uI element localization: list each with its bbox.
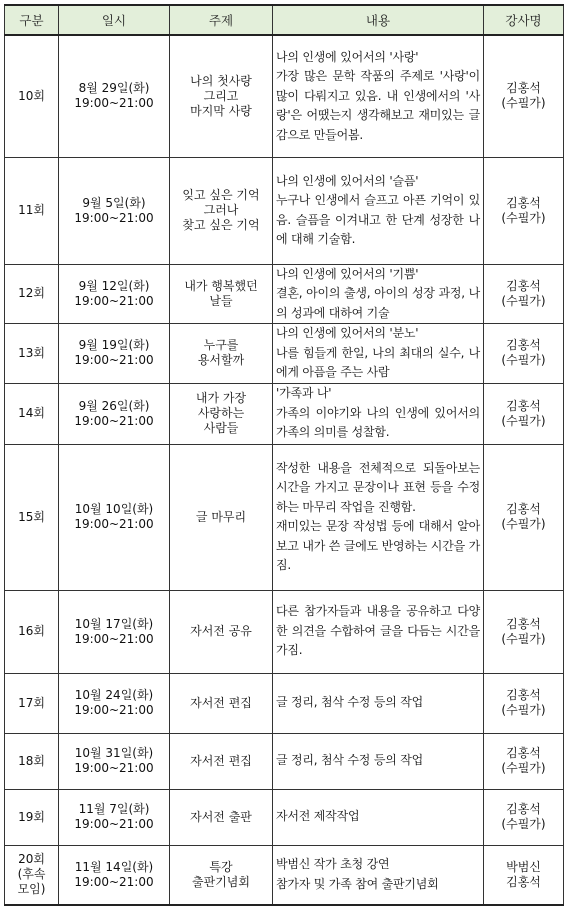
instructor-cell: 김홍석 (수필가)	[484, 673, 564, 733]
instructor-cell: 박범신 김홍석	[484, 845, 564, 905]
time-text: 19:00~21:00	[74, 703, 154, 717]
content-cell: 작성한 내용을 전체적으로 되돌아보는 시간을 가지고 문장이나 표현 등을 수정하는 마무리 작업을 진행함. 재미있는 문장 작성법 등에 대해서 알아보고 내가 쓴 글에도 반영하는 시간을 가짐.	[273, 444, 484, 590]
date-text: 9월 26일(화)	[78, 398, 150, 413]
session-cell: 10회	[5, 35, 59, 157]
header-topic: 주제	[170, 5, 273, 35]
table-row	[5, 673, 564, 733]
content-cell: '가족과 나' 가족의 이야기와 나의 인생에 있어서의 가족의 의미를 성찰함.	[273, 383, 484, 444]
session-cell: 11회	[5, 157, 59, 264]
topic-cell: 내가 가장 사랑하는 사람들	[170, 383, 273, 444]
datetime-cell	[59, 444, 170, 590]
time-text: 19:00~21:00	[74, 353, 154, 368]
datetime-cell	[59, 324, 170, 384]
topic-cell: 누구를 용서할까	[170, 324, 273, 384]
time-text: 19:00~21:00	[74, 631, 154, 646]
content-cell: 다른 참가자들과 내용을 공유하고 다양한 의견을 수합하여 글을 다듬는 시간을 가짐.	[273, 590, 484, 673]
schedule-table	[4, 4, 564, 906]
header-datetime: 일시	[59, 5, 170, 35]
content-cell: 나의 인생에 있어서의 '사랑' 가장 많은 문학 작품의 주제로 '사랑'이 많이 다뤄지고 있음. 내 인생에서의 '사랑'은 어땠는지 생각해보고 재미있는 글감으로 만들어봄.	[273, 35, 484, 157]
content-cell: 나의 인생에 있어서의 '슬픔' 누구나 인생에서 슬프고 아픈 기억이 있음. 슬픔을 이겨내고 한 단계 성장한 나에 대해 기술함.	[273, 157, 484, 264]
instructor-cell: 김홍석 (수필가)	[484, 789, 564, 845]
time-text: 19:00~21:00	[74, 210, 154, 225]
session-cell: 15회	[5, 444, 59, 590]
topic-cell: 특강 출판기념회	[170, 845, 273, 905]
session-cell: 19회	[5, 789, 59, 845]
topic-cell: 잊고 싶은 기억 그러나 찾고 싶은 기억	[170, 157, 273, 264]
table-row	[5, 264, 564, 324]
table-row	[5, 157, 564, 264]
date-text: 11월 14일(화)	[74, 859, 154, 874]
topic-cell: 자서전 편집	[170, 673, 273, 733]
table-row	[5, 444, 564, 590]
datetime-cell	[59, 264, 170, 324]
datetime-cell	[59, 157, 170, 264]
header-content: 내용	[273, 5, 484, 35]
topic-cell: 나의 첫사랑 그리고 마지막 사랑	[170, 35, 273, 157]
session-cell: 20회 (후속 모임)	[5, 845, 59, 905]
header-row	[5, 5, 564, 35]
header-session: 구분	[5, 5, 59, 35]
table-row	[5, 590, 564, 673]
table-row	[5, 35, 564, 157]
date-text: 10월 24일(화)	[74, 688, 154, 702]
topic-cell: 글 마무리	[170, 444, 273, 590]
datetime-cell	[59, 789, 170, 845]
topic-cell: 자서전 공유	[170, 590, 273, 673]
instructor-cell: 김홍석 (수필가)	[484, 590, 564, 673]
datetime-cell	[59, 383, 170, 444]
table-row	[5, 383, 564, 444]
instructor-cell: 김홍석 (수필가)	[484, 383, 564, 444]
instructor-cell: 김홍석 (수필가)	[484, 157, 564, 264]
datetime-cell	[59, 590, 170, 673]
time-text: 19:00~21:00	[74, 96, 154, 111]
time-text: 19:00~21:00	[74, 413, 154, 428]
date-text: 9월 19일(화)	[78, 338, 150, 353]
time-text: 19:00~21:00	[74, 817, 154, 831]
session-cell: 14회	[5, 383, 59, 444]
time-text: 19:00~21:00	[74, 293, 154, 308]
time-text: 19:00~21:00	[74, 761, 154, 775]
session-cell: 18회	[5, 733, 59, 789]
date-text: 10월 17일(화)	[74, 616, 154, 631]
topic-cell: 내가 행복했던 날들	[170, 264, 273, 324]
datetime-cell	[59, 35, 170, 157]
session-cell: 12회	[5, 264, 59, 324]
instructor-cell: 김홍석 (수필가)	[484, 35, 564, 157]
session-cell: 17회	[5, 673, 59, 733]
date-text: 10월 31일(화)	[74, 746, 154, 760]
table-row	[5, 324, 564, 384]
content-cell: 글 정리, 첨삭 수정 등의 작업	[273, 673, 484, 733]
content-cell: 나의 인생에 있어서의 '기쁨' 결혼, 아이의 출생, 아이의 성장 과정, 나의 성과에 대하여 기술	[273, 264, 484, 324]
table-row	[5, 733, 564, 789]
instructor-cell: 김홍석 (수필가)	[484, 733, 564, 789]
date-text: 10월 10일(화)	[74, 502, 154, 516]
date-text: 9월 12일(화)	[78, 278, 150, 293]
datetime-cell	[59, 733, 170, 789]
session-cell: 16회	[5, 590, 59, 673]
time-text: 19:00~21:00	[74, 874, 154, 889]
instructor-cell: 김홍석 (수필가)	[484, 444, 564, 590]
content-cell: 나의 인생에 있어서의 '분노' 나를 힘들게 한일, 나의 최대의 실수, 나에게 아픔을 주는 사람	[273, 324, 484, 384]
content-cell: 글 정리, 첨삭 수정 등의 작업	[273, 733, 484, 789]
date-text: 11월 7일(화)	[78, 802, 150, 816]
time-text: 19:00~21:00	[74, 517, 154, 531]
table-row	[5, 845, 564, 905]
instructor-cell: 김홍석 (수필가)	[484, 324, 564, 384]
datetime-cell	[59, 673, 170, 733]
datetime-cell	[59, 845, 170, 905]
topic-cell: 자서전 출판	[170, 789, 273, 845]
date-text: 9월 5일(화)	[82, 195, 146, 210]
instructor-cell: 김홍석 (수필가)	[484, 264, 564, 324]
header-instructor: 강사명	[484, 5, 564, 35]
content-cell: 자서전 제작작업	[273, 789, 484, 845]
table-row	[5, 789, 564, 845]
session-cell: 13회	[5, 324, 59, 384]
content-cell: 박범신 작가 초청 강연 참가자 및 가족 참여 출판기념회	[273, 845, 484, 905]
topic-cell: 자서전 편집	[170, 733, 273, 789]
date-text: 8월 29일(화)	[78, 81, 150, 96]
